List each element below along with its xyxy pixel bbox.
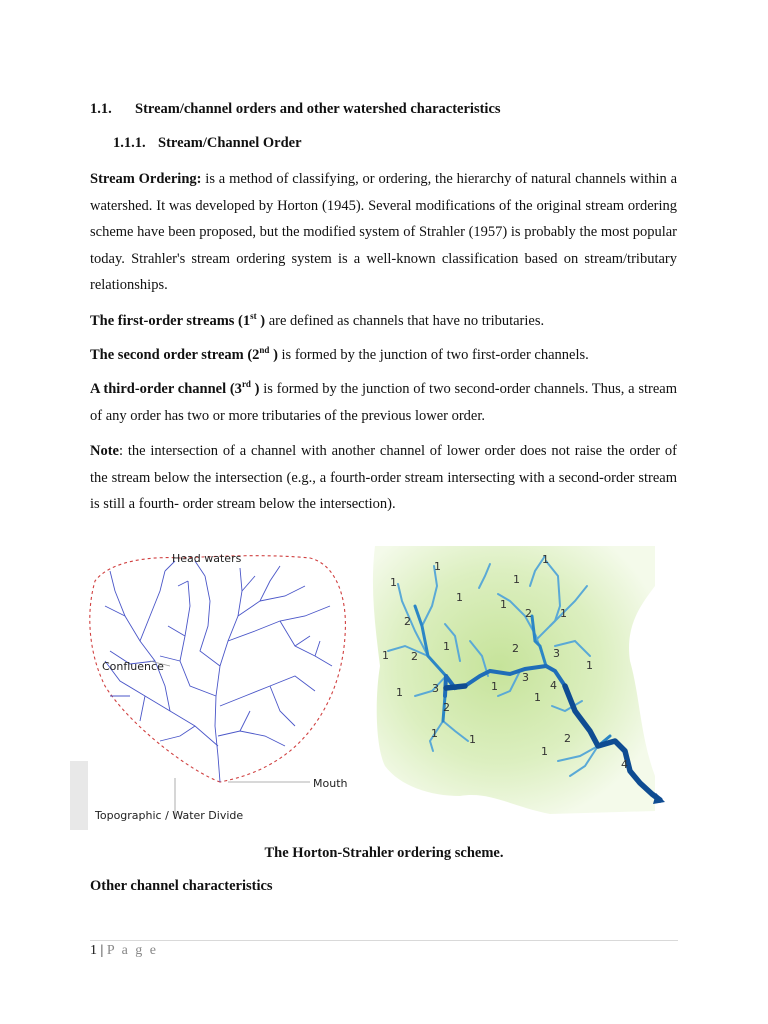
figure-caption: The Horton-Strahler ordering scheme.: [264, 845, 504, 861]
term-first-order: The first-order streams (1st ): [90, 311, 266, 329]
page-number: 1: [90, 943, 97, 958]
order-label: 1: [541, 745, 548, 758]
order-label: 4: [621, 758, 628, 771]
paragraph-second-order: [90, 342, 677, 369]
order-label: 2: [512, 642, 519, 655]
order-label: 3: [553, 647, 560, 660]
order-label: 1: [500, 598, 507, 611]
paragraph-stream-ordering: [90, 166, 677, 299]
term-stream-ordering: Stream Ordering:: [90, 171, 202, 187]
horton-strahler-figure: [70, 546, 670, 830]
order-label: 2: [564, 732, 571, 745]
footer-divider: [90, 940, 678, 941]
paragraph-text: is formed by the junction of two first-order channels.: [277, 347, 589, 363]
section-number: 1.1.: [90, 101, 112, 117]
stream-order-diagram: [373, 546, 665, 814]
term-third-order: A third-order channel (3rd ): [90, 379, 260, 397]
order-label: 1: [396, 686, 403, 699]
order-label: 1: [390, 576, 397, 589]
page-footer: [90, 943, 158, 959]
term-note: Note: [90, 443, 119, 459]
paragraph-text: is a method of classifying, or ordering, the hierarchy of natural channels within a watershed. It was developed by Horton (1945). Several modifications of the original stream ordering scheme have been proposed, but the modified system of Strahler (1957) is probably the most popular today. Strahler's stream ordering system is a well-known classification based on stream/tributary relationships.: [90, 171, 677, 293]
order-label: 1: [560, 607, 567, 620]
order-label: 1: [534, 691, 541, 704]
order-label: 1: [431, 727, 438, 740]
label-topographic-divide: Topographic / Water Divide: [95, 809, 244, 822]
subsection-title: Stream/Channel Order: [158, 135, 302, 151]
basin-area: [373, 546, 655, 814]
paragraph-text: is formed by the junction of two second-order channels. Thus, a stream of any order has two or more tributaries of the previous lower order.: [90, 381, 677, 424]
watershed-diagram: [70, 552, 348, 830]
paragraph-note: [90, 438, 677, 518]
order-label: 1: [542, 553, 549, 566]
section-title: Stream/channel orders and other watershed characteristics: [135, 101, 501, 117]
subsection-heading: [113, 135, 302, 152]
order-label: 1: [586, 659, 593, 672]
label-mouth: Mouth: [313, 777, 348, 790]
order-label: 4: [550, 679, 557, 692]
order-label: 1: [382, 649, 389, 662]
label-confluence: Confluence: [102, 660, 164, 673]
page-word: P a g e: [106, 943, 159, 958]
figure-svg: [70, 546, 670, 830]
order-label: 2: [443, 701, 450, 714]
order-label: 2: [525, 607, 532, 620]
order-label: 2: [411, 650, 418, 663]
section-subheading-other: Other channel characteristics: [90, 878, 273, 894]
order-label: 2: [404, 615, 411, 628]
term-second-order: The second order stream (2nd ): [90, 345, 278, 363]
order-label: 1: [443, 640, 450, 653]
paragraph-text: : the intersection of a channel with another channel of lower order does not raise the order of the stream below the intersection (e.g., a fourth-order stream intersecting with a second-order stream is still a fourth- order stream below the intersection).: [90, 443, 677, 512]
subsection-number: 1.1.1.: [113, 135, 146, 151]
order-label: 1: [469, 733, 476, 746]
order-label: 3: [432, 682, 439, 695]
section-heading: [90, 101, 501, 118]
footer-separator: |: [97, 943, 107, 958]
order-label: 1: [491, 680, 498, 693]
order-label: 1: [434, 560, 441, 573]
order-label: 1: [513, 573, 520, 586]
paragraph-third-order: [90, 376, 677, 429]
order-label: 1: [456, 591, 463, 604]
order-label: 3: [522, 671, 529, 684]
paragraph-first-order: [90, 308, 677, 335]
label-head-waters: Head waters: [172, 552, 242, 565]
paragraph-text: are defined as channels that have no tributaries.: [265, 313, 545, 329]
